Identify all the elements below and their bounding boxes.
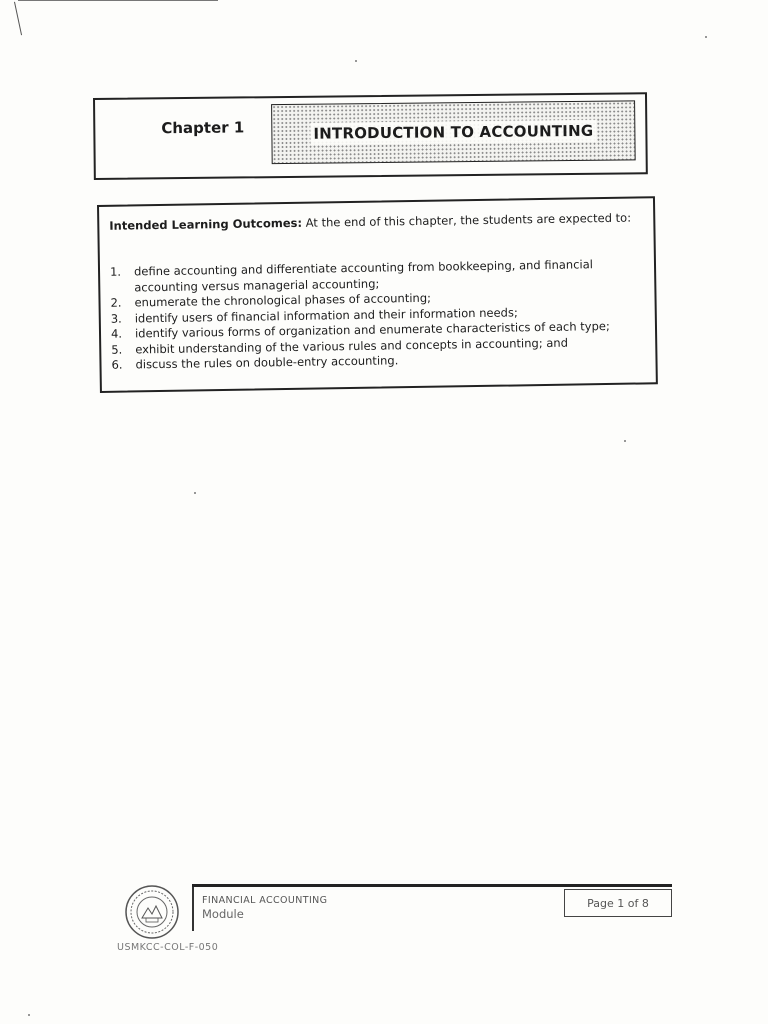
list-item-number: 2.: [110, 295, 122, 310]
chapter-label: Chapter 1: [161, 118, 245, 138]
page-number-box: [564, 889, 672, 917]
list-item-number: 4.: [110, 326, 123, 341]
list-item-number: 3.: [110, 311, 122, 326]
list-item-number: 5.: [111, 342, 123, 357]
scan-edge-mark: [14, 2, 22, 35]
scan-speck: [194, 492, 196, 494]
module-label: Module: [202, 907, 244, 921]
list-item-number: 1.: [109, 264, 122, 279]
outcomes-intro: [109, 210, 639, 234]
scan-speck: [624, 440, 626, 442]
footer-bar: [192, 884, 672, 923]
chapter-title-box: [271, 100, 636, 164]
list-item-text: exhibit understanding of the various rules and concepts in accounting; and: [135, 335, 569, 356]
list-item-number: 6.: [111, 357, 123, 372]
scan-speck: [355, 60, 357, 62]
scan-speck: [705, 36, 707, 38]
list-item-text: identify various forms of organization and enumerate characteristics of each type;: [134, 318, 610, 341]
page-number: Page 1 of 8: [587, 896, 649, 910]
list-item-text: enumerate the chronological phases of accounting;: [134, 290, 432, 310]
list-item-text: identify users of financial information and their information needs;: [134, 304, 518, 325]
list-item-text: discuss the rules on double-entry accounting.: [135, 353, 399, 372]
scan-speck: [28, 1014, 30, 1016]
chapter-header-box: [93, 92, 648, 180]
university-seal-icon: [124, 884, 180, 940]
chapter-title: INTRODUCTION TO ACCOUNTING: [310, 120, 596, 145]
list-item-text: define accounting and differentiate accounting from bookkeeping, and financial accounting versus managerial accounting;: [133, 257, 594, 294]
document-code: USMKCC-COL-F-050: [117, 942, 219, 953]
outcomes-intro-text: At the end of this chapter, the students are expected to:: [305, 210, 632, 230]
scan-edge-line: [18, 0, 218, 3]
course-title: FINANCIAL ACCOUNTING: [202, 895, 328, 906]
outcomes-list: [110, 256, 648, 373]
outcomes-heading: Intended Learning Outcomes:: [109, 215, 303, 233]
footer-divider: [192, 887, 194, 931]
learning-outcomes-box: [97, 196, 658, 393]
